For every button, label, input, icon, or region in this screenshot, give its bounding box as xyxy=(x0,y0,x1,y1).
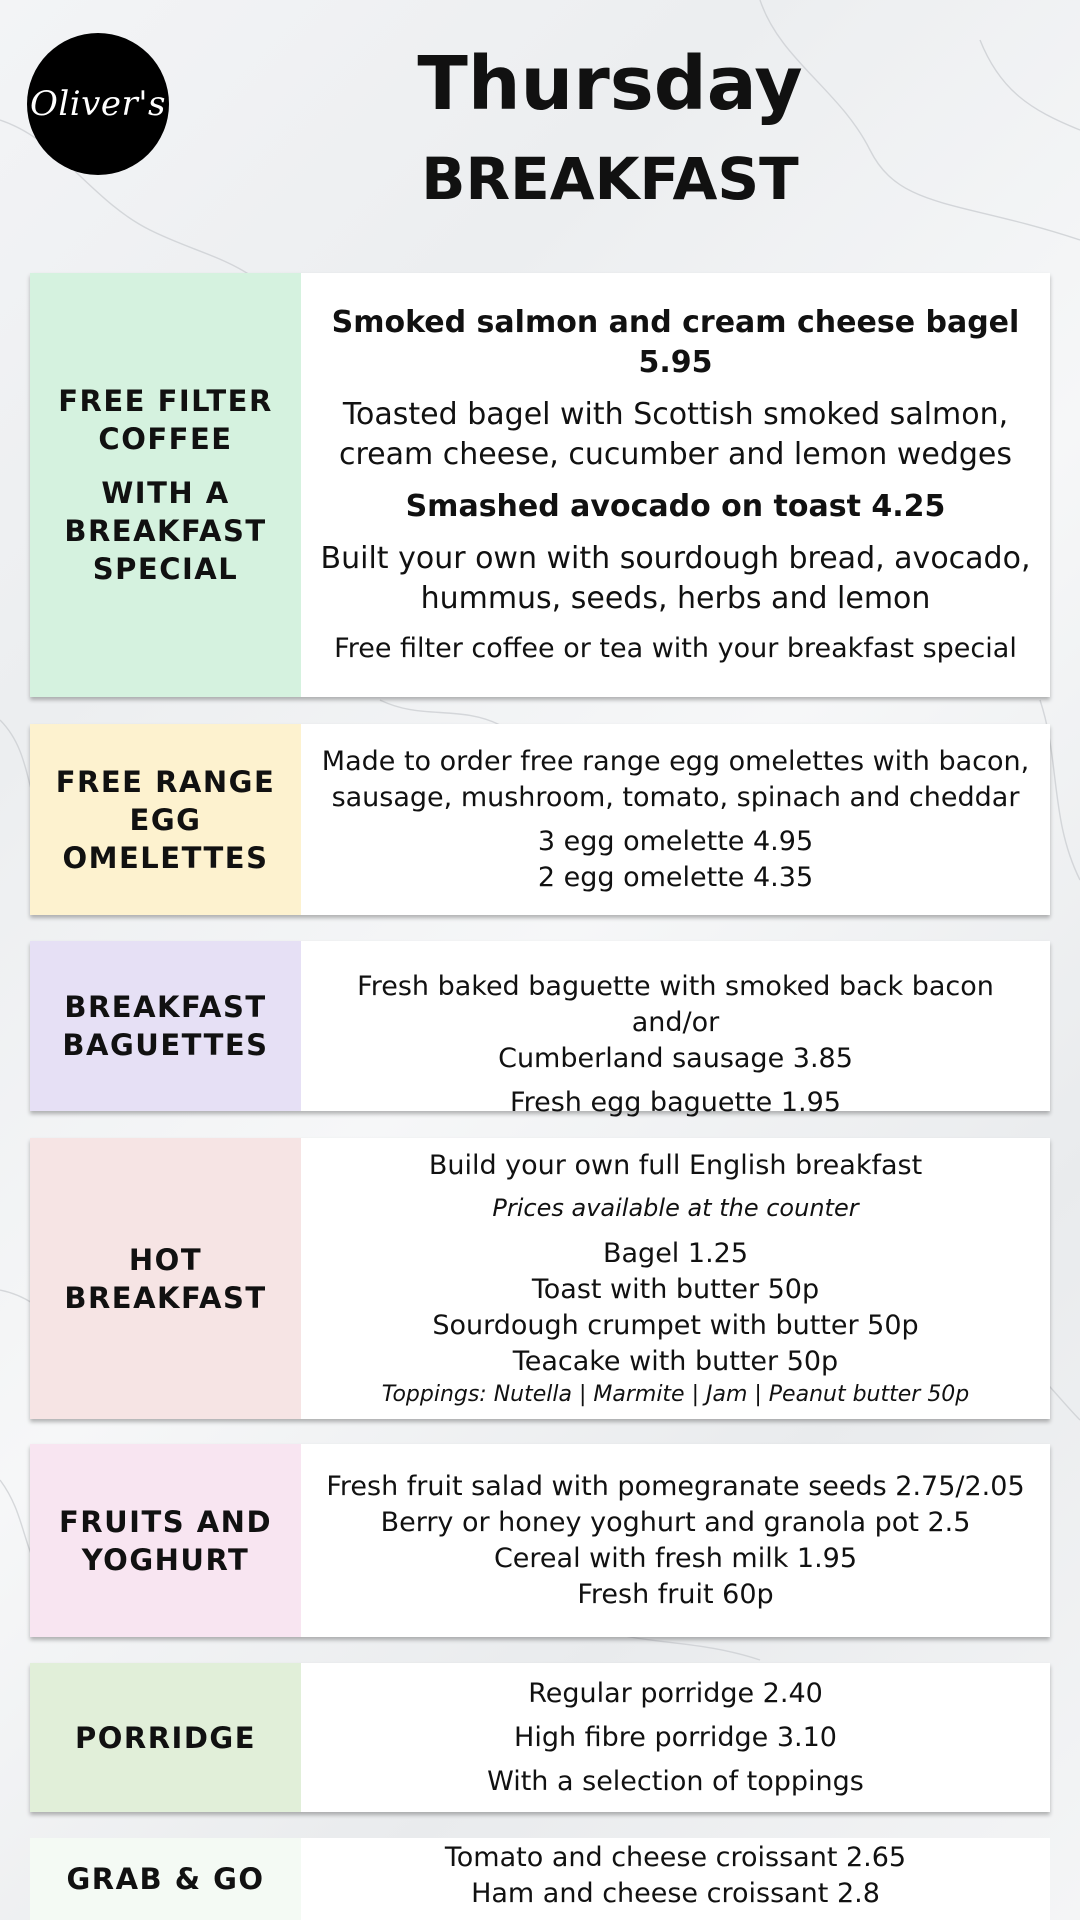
section-content xyxy=(301,1663,1050,1812)
menu-item: Bagel 1.25 xyxy=(602,1237,749,1269)
menu-item: Fresh fruit 60p xyxy=(577,1578,774,1610)
menu-item: Fresh fruit salad with pomegranate seeds 2.75/2.05 xyxy=(326,1470,1025,1502)
menu-item: Ham and cheese croissant 2.8 xyxy=(471,1878,880,1909)
section-label xyxy=(30,1444,301,1637)
olivers-logo xyxy=(27,33,169,175)
menu-item: Teacake with butter 50p xyxy=(512,1345,839,1377)
menu-item: Fresh egg baguette 1.95 xyxy=(510,1087,841,1118)
label-line: BAGUETTES xyxy=(62,1028,269,1062)
section-omelettes xyxy=(30,724,1050,915)
section-label xyxy=(30,1663,301,1812)
section-content xyxy=(301,273,1050,697)
section-content xyxy=(301,941,1050,1118)
toppings-note: Toppings: Nutella | Marmite | Jam | Peanut butter 50p xyxy=(381,1381,970,1407)
section-porridge xyxy=(30,1663,1050,1812)
section-label xyxy=(30,941,301,1111)
label-line: BREAKFAST xyxy=(64,1280,267,1315)
item-description: Toasted bagel with Scottish smoked salmon, xyxy=(342,397,1009,432)
price-note: Prices available at the counter xyxy=(492,1193,859,1222)
menu-item: 3 egg omelette 4.95 xyxy=(537,825,814,857)
menu-item: Tomato and cheese croissant 2.65 xyxy=(444,1842,907,1873)
label-line: HOT xyxy=(128,1242,203,1277)
item-description: Cumberland sausage 3.85 xyxy=(498,1043,853,1074)
section-baguettes xyxy=(30,941,1050,1118)
menu-item: High fibre porridge 3.10 xyxy=(514,1721,837,1753)
menu-item: With a selection of toppings xyxy=(487,1765,864,1797)
label-line: FRUITS AND xyxy=(58,1504,273,1539)
label-line: YOGHURT xyxy=(81,1542,250,1577)
section-label xyxy=(30,724,301,915)
meal-title: BREAKFAST xyxy=(421,145,799,213)
section-intro: Build your own full English breakfast xyxy=(428,1149,923,1181)
menu-item: 2 egg omelette 4.35 xyxy=(537,861,814,893)
section-content xyxy=(301,724,1050,915)
item-description: Fresh baked baguette with smoked back bacon and/or xyxy=(357,971,994,1038)
menu-item: Sourdough crumpet with butter 50p xyxy=(432,1309,919,1341)
section-label xyxy=(30,1138,301,1419)
item-description: Made to order free range egg omelettes with bacon, xyxy=(321,745,1030,777)
section-content xyxy=(301,1138,1050,1419)
section-hot-breakfast xyxy=(30,1138,1050,1419)
label-line: SPECIAL xyxy=(92,552,239,586)
label-line: COFFEE xyxy=(98,422,233,456)
section-grab-and-go xyxy=(30,1838,1050,1920)
section-content xyxy=(301,1444,1050,1637)
label-line: BREAKFAST xyxy=(64,990,267,1024)
label-line: GRAB & GO xyxy=(66,1862,265,1896)
special-note: Free filter coffee or tea with your breakfast special xyxy=(334,633,1017,664)
label-line: OMELETTES xyxy=(62,840,269,875)
day-title: Thursday xyxy=(417,41,803,127)
item-description: sausage, mushroom, tomato, spinach and cheddar xyxy=(331,781,1020,813)
label-line: BREAKFAST xyxy=(64,514,267,548)
section-fruits-yoghurt xyxy=(30,1444,1050,1637)
section-label xyxy=(30,1838,301,1920)
item-description: cream cheese, cucumber and lemon wedges xyxy=(338,437,1013,472)
label-line: FREE FILTER xyxy=(58,384,273,418)
item-title: Smoked salmon and cream cheese bagel 5.95 xyxy=(331,305,1020,380)
menu-item: Berry or honey yoghurt and granola pot 2.5 xyxy=(380,1506,971,1538)
item-title: Smashed avocado on toast 4.25 xyxy=(405,489,946,524)
label-line: EGG xyxy=(129,802,202,837)
menu-item: Cereal with fresh milk 1.95 xyxy=(493,1542,858,1574)
menu-item: Regular porridge 2.40 xyxy=(528,1677,823,1709)
item-description: hummus, seeds, herbs and lemon xyxy=(420,581,931,616)
section-breakfast-special xyxy=(30,273,1050,697)
label-line: FREE RANGE xyxy=(55,764,276,799)
label-line: PORRIDGE xyxy=(74,1720,257,1755)
section-content xyxy=(301,1838,1050,1920)
logo-text: Oliver's xyxy=(30,84,166,124)
item-description: Built your own with sourdough bread, avocado, xyxy=(320,541,1031,576)
menu-item: Toast with butter 50p xyxy=(531,1273,820,1305)
section-label xyxy=(30,273,301,697)
label-line: WITH A xyxy=(101,476,230,510)
